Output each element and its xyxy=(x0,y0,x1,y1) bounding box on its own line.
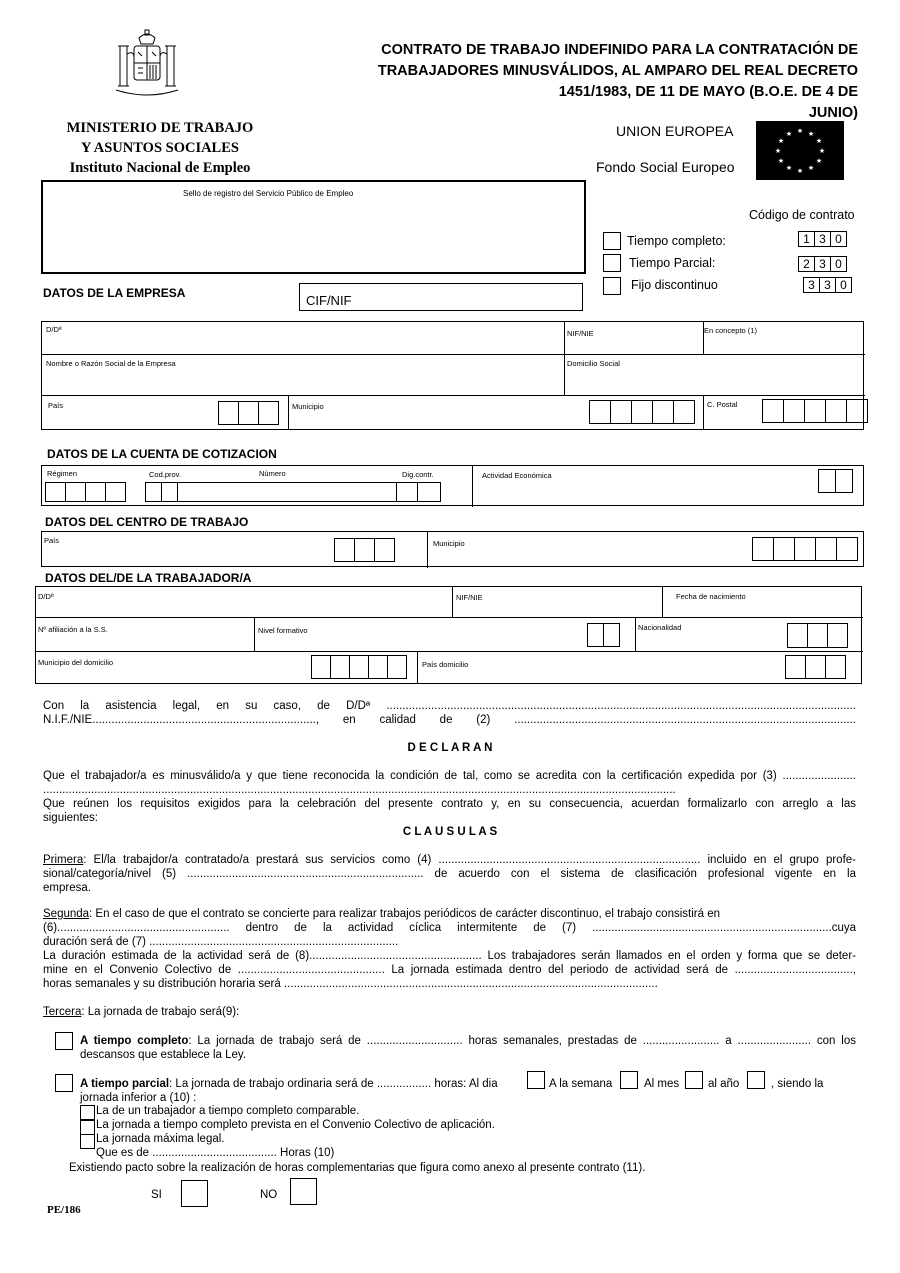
company-municipality-field[interactable]: Municipio xyxy=(292,402,324,411)
registry-seal-label: Sello de registro del Servicio Público de Empleo xyxy=(183,189,354,198)
si-label: SI xyxy=(151,1189,162,1201)
code-tiempo-parcial: 2 3 0 xyxy=(799,256,847,272)
registry-seal-box xyxy=(41,180,586,274)
svg-text:★: ★ xyxy=(807,130,815,138)
primera-label: Primera xyxy=(43,854,84,866)
svg-text:★: ★ xyxy=(796,127,804,135)
tiempo-completo-line-1: A tiempo completo: La jornada de trabajo será de .............................. horas semanales, prestadas de ........................ a ....................... con los xyxy=(80,1035,856,1047)
worker-municipality-cells[interactable] xyxy=(312,655,407,679)
center-municipality-field[interactable]: Municipio xyxy=(433,539,465,548)
company-municipality-cells[interactable] xyxy=(590,400,695,424)
checkbox-jornada-parcial[interactable] xyxy=(55,1074,73,1092)
worker-birth-field[interactable]: Fecha de nacimiento xyxy=(676,592,746,601)
company-country-cells[interactable] xyxy=(219,401,279,425)
center-section-title: DATOS DEL CENTRO DE TRABAJO xyxy=(45,515,249,529)
svg-text:★: ★ xyxy=(777,137,785,145)
ministry-name: MINISTERIO DE TRABAJO Y ASUNTOS SOCIALES Instituto Nacional de Empleo xyxy=(66,120,254,176)
checkbox-tiempo-completo[interactable] xyxy=(603,232,621,250)
tiempo-parcial-line-2: jornada inferior a (10) : xyxy=(80,1092,197,1104)
declaration-line-1: Que el trabajador/a es minusválido/a y que tiene reconocida la condición de tal, como se acredita con la certificación expedida por (3) ....................... xyxy=(43,770,856,782)
label-a-la-semana: A la semana xyxy=(549,1078,613,1090)
segunda-line-3: duración será de (7) .............................................................................. xyxy=(43,936,399,948)
worker-ss-field[interactable]: Nº afiliación a la S.S. xyxy=(38,625,108,634)
segunda-line-5: mine en el Convenio Colectivo de .............................................. La jornada estimada dentro del periodo de actividad será de ....................................., xyxy=(43,964,856,976)
checkbox-opcion-convenio[interactable] xyxy=(80,1120,95,1135)
label-tiempo-completo: Tiempo completo: xyxy=(627,234,726,248)
segunda-line-4: La duración estimada de la actividad será de (8)...................................................... Los trabajadores serán llamados en el orden y forma que se deter- xyxy=(43,950,856,962)
worker-country-cells[interactable] xyxy=(786,655,846,679)
declaran-heading: D E C L A R A N xyxy=(407,742,493,754)
checkbox-al-mes[interactable] xyxy=(685,1071,703,1089)
company-country-field[interactable]: País xyxy=(48,401,64,410)
account-section-title: DATOS DE LA CUENTA DE COTIZACION xyxy=(47,447,277,461)
svg-text:★: ★ xyxy=(815,137,823,145)
label-al-mes: Al mes xyxy=(644,1078,680,1090)
option-convenio-label: La jornada a tiempo completo prevista en el Convenio Colectivo de aplicación. xyxy=(96,1119,495,1131)
pacto-line: Existiendo pacto sobre la realización de horas complementarias que figura como anexo al presente contrato (11). xyxy=(69,1162,646,1174)
tiempo-parcial-line-1: A tiempo parcial: La jornada de trabajo ordinaria será de ................. horas: Al dia xyxy=(80,1078,498,1090)
account-regimen-label: Régimen xyxy=(47,469,78,478)
svg-text:★: ★ xyxy=(785,130,793,138)
primera-line-3: empresa. xyxy=(43,882,91,894)
account-codprov-label: Cod.prov. xyxy=(149,470,181,479)
center-country-cells[interactable] xyxy=(335,538,395,562)
checkbox-jornada-completa[interactable] xyxy=(55,1032,73,1050)
declaration-line-3: Que reúnen los requisitos exigidos para la celebración del presente contrato y, en su consecuencia, acuerdan formalizarlo con arreglo a las xyxy=(43,798,856,810)
worker-nationality-field[interactable]: Nacionalidad xyxy=(638,623,682,632)
declaration-line-2: ...................................................................................................................................................................................................... xyxy=(43,784,676,796)
checkbox-opcion-comparable[interactable] xyxy=(80,1105,95,1120)
company-nif-field[interactable]: NIF/NIE xyxy=(567,329,594,338)
contract-title: CONTRATO DE TRABAJO INDEFINIDO PARA LA CONTRATACIÓN DE TRABAJADORES MINUSVÁLIDOS, AL AMPARO DEL REAL DECRETO 1451/1983, DE 11 DE MAYO (B.O.E. DE 4 DE JUNIO) xyxy=(377,42,858,121)
eu-flag-icon xyxy=(756,121,844,180)
worker-municipality-field[interactable]: Municipio del domicilio xyxy=(38,658,114,667)
worker-dd-field[interactable]: D/Dª xyxy=(38,592,54,601)
tercera-label: Tercera xyxy=(43,1006,82,1018)
checkbox-tiempo-parcial[interactable] xyxy=(603,254,621,272)
contract-code-title: Código de contrato xyxy=(749,208,855,222)
assistance-line-1: Con la asistencia legal, en su caso, de D/Dª ................................................................................................................................................... xyxy=(43,700,856,712)
company-section-title: DATOS DE LA EMPRESA xyxy=(43,286,186,300)
company-name-field[interactable]: Nombre o Razón Social de la Empresa xyxy=(46,359,176,368)
fund-label: Fondo Social Europeo xyxy=(596,159,735,175)
assistance-line-2: N.I.F./NIE......................................................................, en calidad de (2) ........................................................................................................... xyxy=(43,714,856,726)
tiempo-completo-label: A tiempo completo xyxy=(80,1035,189,1047)
tiempo-completo-line-2: descansos que establece la Ley. xyxy=(80,1049,247,1061)
option-maxima-label: La jornada máxima legal. xyxy=(96,1133,225,1145)
primera-line-2: sional/categoría/nivel (5) .......................................................................... de acuerdo con el sistema de clasificación profesional vigente en la xyxy=(43,868,856,880)
center-table xyxy=(41,531,864,567)
checkbox-si[interactable] xyxy=(181,1180,208,1207)
worker-level-cells[interactable] xyxy=(588,623,620,647)
checkbox-al-anio[interactable] xyxy=(747,1071,765,1089)
code-fijo-discontinuo: 3 3 0 xyxy=(804,277,852,293)
account-dig-label: Dig.contr. xyxy=(402,470,434,479)
svg-text:★: ★ xyxy=(815,157,823,165)
svg-text:★: ★ xyxy=(807,164,815,172)
code-tiempo-completo: 1 3 0 xyxy=(799,231,847,247)
tercera-line: Tercera: La jornada de trabajo será(9): xyxy=(43,1006,240,1018)
worker-nationality-cells[interactable] xyxy=(788,623,848,648)
company-dd-field[interactable]: D/Dª xyxy=(46,325,62,334)
account-actividad-label: Actividad Económica xyxy=(482,471,552,480)
eu-label: UNION EUROPEA xyxy=(616,123,734,139)
worker-nif-field[interactable]: NIF/NIE xyxy=(456,593,483,602)
worker-country-field[interactable]: País domicilio xyxy=(422,660,469,669)
company-postal-cells[interactable] xyxy=(763,399,868,423)
company-concept-field[interactable]: En concepto (1) xyxy=(704,326,757,335)
tiempo-parcial-label: A tiempo parcial xyxy=(80,1078,170,1090)
account-actividad-cells[interactable] xyxy=(819,469,853,493)
checkbox-al-dia[interactable] xyxy=(527,1071,545,1089)
svg-text:★: ★ xyxy=(818,147,826,155)
svg-text:★: ★ xyxy=(796,167,804,175)
checkbox-a-la-semana[interactable] xyxy=(620,1071,638,1089)
primera-line-1: Primera: El/la trabajdor/a contratado/a prestará sus servicios como (4) .................................................................................. incluido en el grupo profe- xyxy=(43,854,856,866)
center-municipality-cells[interactable] xyxy=(753,537,858,561)
segunda-line-2: (6)...................................................... dentro de la actividad cíclica intermitente de (7) ...........................................................................cuya xyxy=(43,922,856,934)
que-es-line: Que es de ....................................... Horas (10) xyxy=(96,1147,335,1159)
declaration-line-4: siguientes: xyxy=(43,812,98,824)
no-label: NO xyxy=(260,1189,278,1201)
company-postal-field[interactable]: C. Postal xyxy=(707,400,738,409)
label-siendo: , siendo la xyxy=(771,1078,824,1090)
coat-of-arms-icon xyxy=(112,28,182,100)
center-country-field[interactable]: País xyxy=(44,536,60,545)
company-domicile-field[interactable]: Domicilio Social xyxy=(567,359,620,368)
clausulas-heading: C L A U S U L A S xyxy=(402,826,498,838)
account-numero-label: Número xyxy=(259,469,286,478)
worker-level-field[interactable]: Nivel formativo xyxy=(258,626,308,635)
label-tiempo-parcial: Tiempo Parcial: xyxy=(629,256,716,270)
svg-text:★: ★ xyxy=(774,147,782,155)
account-regimen-cells[interactable] xyxy=(46,482,126,502)
form-code: PE/186 xyxy=(47,1204,81,1216)
company-table xyxy=(41,321,864,430)
segunda-line-6: horas semanales y su distribución horaria será ..................................................................................................................... xyxy=(43,978,658,990)
account-number-cells[interactable] xyxy=(146,482,441,502)
svg-text:★: ★ xyxy=(785,164,793,172)
option-comparable-label: La de un trabajador a tiempo completo comparable. xyxy=(96,1105,360,1117)
svg-text:★: ★ xyxy=(777,157,785,165)
segunda-line-1: Segunda: En el caso de que el contrato se concierte para realizar trabajos periódicos de carácter discontinuo, el trabajo consistirá en xyxy=(43,908,720,920)
checkbox-opcion-maxima[interactable] xyxy=(80,1134,95,1149)
cif-input[interactable] xyxy=(299,283,583,311)
segunda-label: Segunda xyxy=(43,908,90,920)
cif-label: CIF/NIF xyxy=(306,293,352,308)
checkbox-fijo-discontinuo[interactable] xyxy=(603,277,621,295)
worker-section-title: DATOS DEL/DE LA TRABAJADOR/A xyxy=(45,571,252,585)
label-fijo-discontinuo: Fijo discontinuo xyxy=(631,278,718,292)
checkbox-no[interactable] xyxy=(290,1178,317,1205)
label-al-anio: al año xyxy=(708,1078,740,1090)
